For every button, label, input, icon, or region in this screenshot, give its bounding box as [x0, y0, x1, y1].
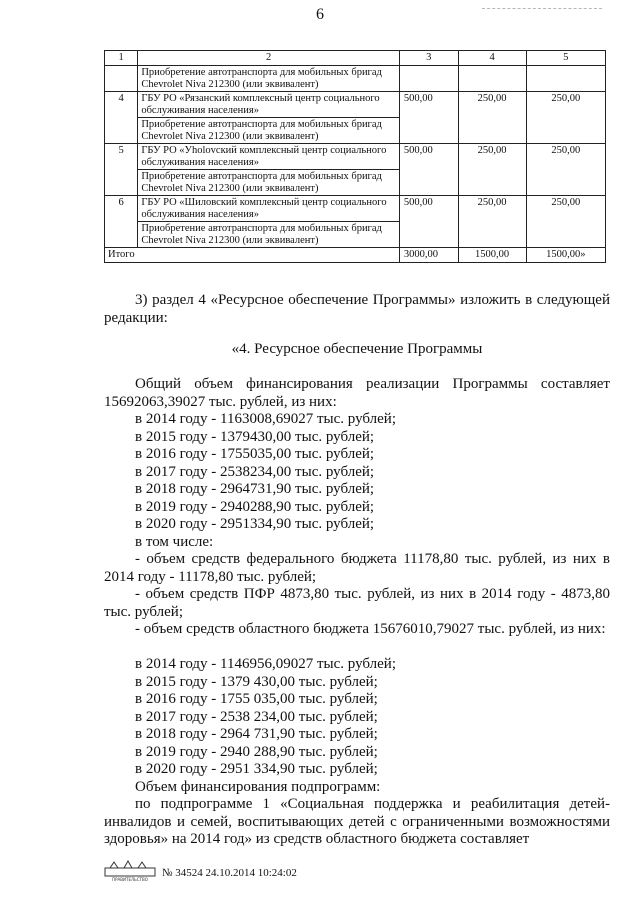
list-item: в 2019 году - 2940 288,90 тыс. рублей; [135, 743, 378, 760]
list-item: в 2014 году - 1146956,09027 тыс. рублей; [135, 656, 396, 672]
value-col3: 500,00 [399, 144, 458, 196]
total-col3: 3000,00 [399, 248, 458, 263]
list-item: в 2015 году - 1379430,00 тыс. рублей; [135, 428, 375, 445]
value-col5: 250,00 [526, 92, 605, 144]
purchase-cell: Приобретение автотранспорта для мобильных бригад Chevrolet Niva 212300 (или эквивалент) [138, 66, 400, 92]
org-cell: ГБУ РО «Уholovский комплексный центр социального обслуживания населения» [138, 144, 400, 170]
list-item: в 2018 году - 2964731,90 тыс. рублей; [135, 481, 375, 497]
value-col3: 500,00 [399, 196, 458, 248]
including-label: в том числе: [135, 533, 214, 550]
federal-budget-paragraph: - объем средств федерального бюджета 11178,80 тыс. рублей, из них в 2014 году - 11178,80 тыс. рублей; [104, 551, 610, 585]
table-header-row [105, 51, 606, 66]
header-scan-mark [482, 8, 602, 11]
row-number: 4 [105, 92, 138, 144]
regional-budget-paragraph: - объем средств областного бюджета 15676010,79027 тыс. рублей, из них: [135, 621, 606, 637]
row-number: 5 [105, 144, 138, 196]
col-header-3: 3 [399, 51, 458, 66]
document-number: № 34524 24.10.2014 10:24:02 [162, 867, 297, 879]
table-row [105, 196, 606, 222]
resources-table [104, 50, 606, 263]
col-header-5: 5 [526, 51, 605, 66]
total-row [105, 248, 606, 263]
value-col4: 250,00 [458, 92, 526, 144]
government-stamp-icon [104, 859, 156, 883]
total-col5: 1500,00» [526, 248, 605, 263]
total-col4: 1500,00 [458, 248, 526, 263]
list-item: в 2017 году - 2538 234,00 тыс. рублей; [135, 708, 378, 725]
row-number: 6 [105, 196, 138, 248]
total-financing-paragraph: Общий объем финансирования реализации Программы составляет 15692063,39027 тыс. рублей, из них: [104, 376, 610, 410]
years-regional-list [135, 656, 605, 796]
col-header-2: 2 [138, 51, 400, 66]
purchase-cell: Приобретение автотранспорта для мобильных бригад Chevrolet Niva 212300 (или эквивалент) [138, 222, 400, 248]
purchase-cell: Приобретение автотранспорта для мобильных бригад Chevrolet Niva 212300 (или эквивалент) [138, 118, 400, 144]
item-3-paragraph: 3) раздел 4 «Ресурсное обеспечение Программы» изложить в следующей редакции: [104, 292, 610, 326]
list-item: в 2018 году - 2964 731,90 тыс. рублей; [135, 726, 378, 742]
col-header-1: 1 [105, 51, 138, 66]
page-number: 6 [316, 6, 324, 23]
list-item: в 2020 году - 2951 334,90 тыс. рублей; [135, 761, 378, 777]
list-item: в 2016 году - 1755035,00 тыс. рублей; [135, 446, 375, 462]
list-item: в 2020 году - 2951334,90 тыс. рублей; [135, 516, 375, 532]
purchase-cell: Приобретение автотранспорта для мобильных бригад Chevrolet Niva 212300 (или эквивалент) [138, 170, 400, 196]
org-cell: ГБУ РО «Шиловский комплексный центр социального обслуживания населения» [138, 196, 400, 222]
col-header-4: 4 [458, 51, 526, 66]
table-row [105, 92, 606, 118]
list-item: в 2016 году - 1755 035,00 тыс. рублей; [135, 691, 378, 707]
list-item: в 2017 году - 2538234,00 тыс. рублей; [135, 463, 375, 480]
value-col5: 250,00 [526, 196, 605, 248]
list-item: в 2019 году - 2940288,90 тыс. рублей; [135, 498, 375, 515]
pfr-paragraph: - объем средств ПФР 4873,80 тыс. рублей, из них в 2014 году - 4873,80 тыс. рублей; [104, 586, 610, 620]
total-label: Итого [105, 248, 400, 263]
value-col5: 250,00 [526, 144, 605, 196]
list-item: в 2014 году - 1163008,69027 тыс. рублей; [135, 411, 396, 427]
subprograms-intro: Объем финансирования подпрограмм: [135, 778, 381, 795]
subprogram-1-paragraph: по подпрограмме 1 «Социальная поддержка и реабилитация детей-инвалидов и семей, воспитывающих детей с ограниченными возможностями здоровья» на 2014 год» из средств областного бюджета составляет [104, 796, 610, 847]
list-item: в 2015 году - 1379 430,00 тыс. рублей; [135, 673, 378, 690]
org-cell: ГБУ РО «Рязанский комплексный центр социального обслуживания населения» [138, 92, 400, 118]
table-row [105, 144, 606, 170]
section-title: «4. Ресурсное обеспечение Программы [231, 341, 483, 357]
value-col3: 500,00 [399, 92, 458, 144]
value-col4: 250,00 [458, 144, 526, 196]
stamp-text: ПРАВИТЕЛЬСТВО [112, 877, 148, 882]
value-col4: 250,00 [458, 196, 526, 248]
table-row [105, 66, 606, 92]
years-total-list [135, 411, 605, 551]
